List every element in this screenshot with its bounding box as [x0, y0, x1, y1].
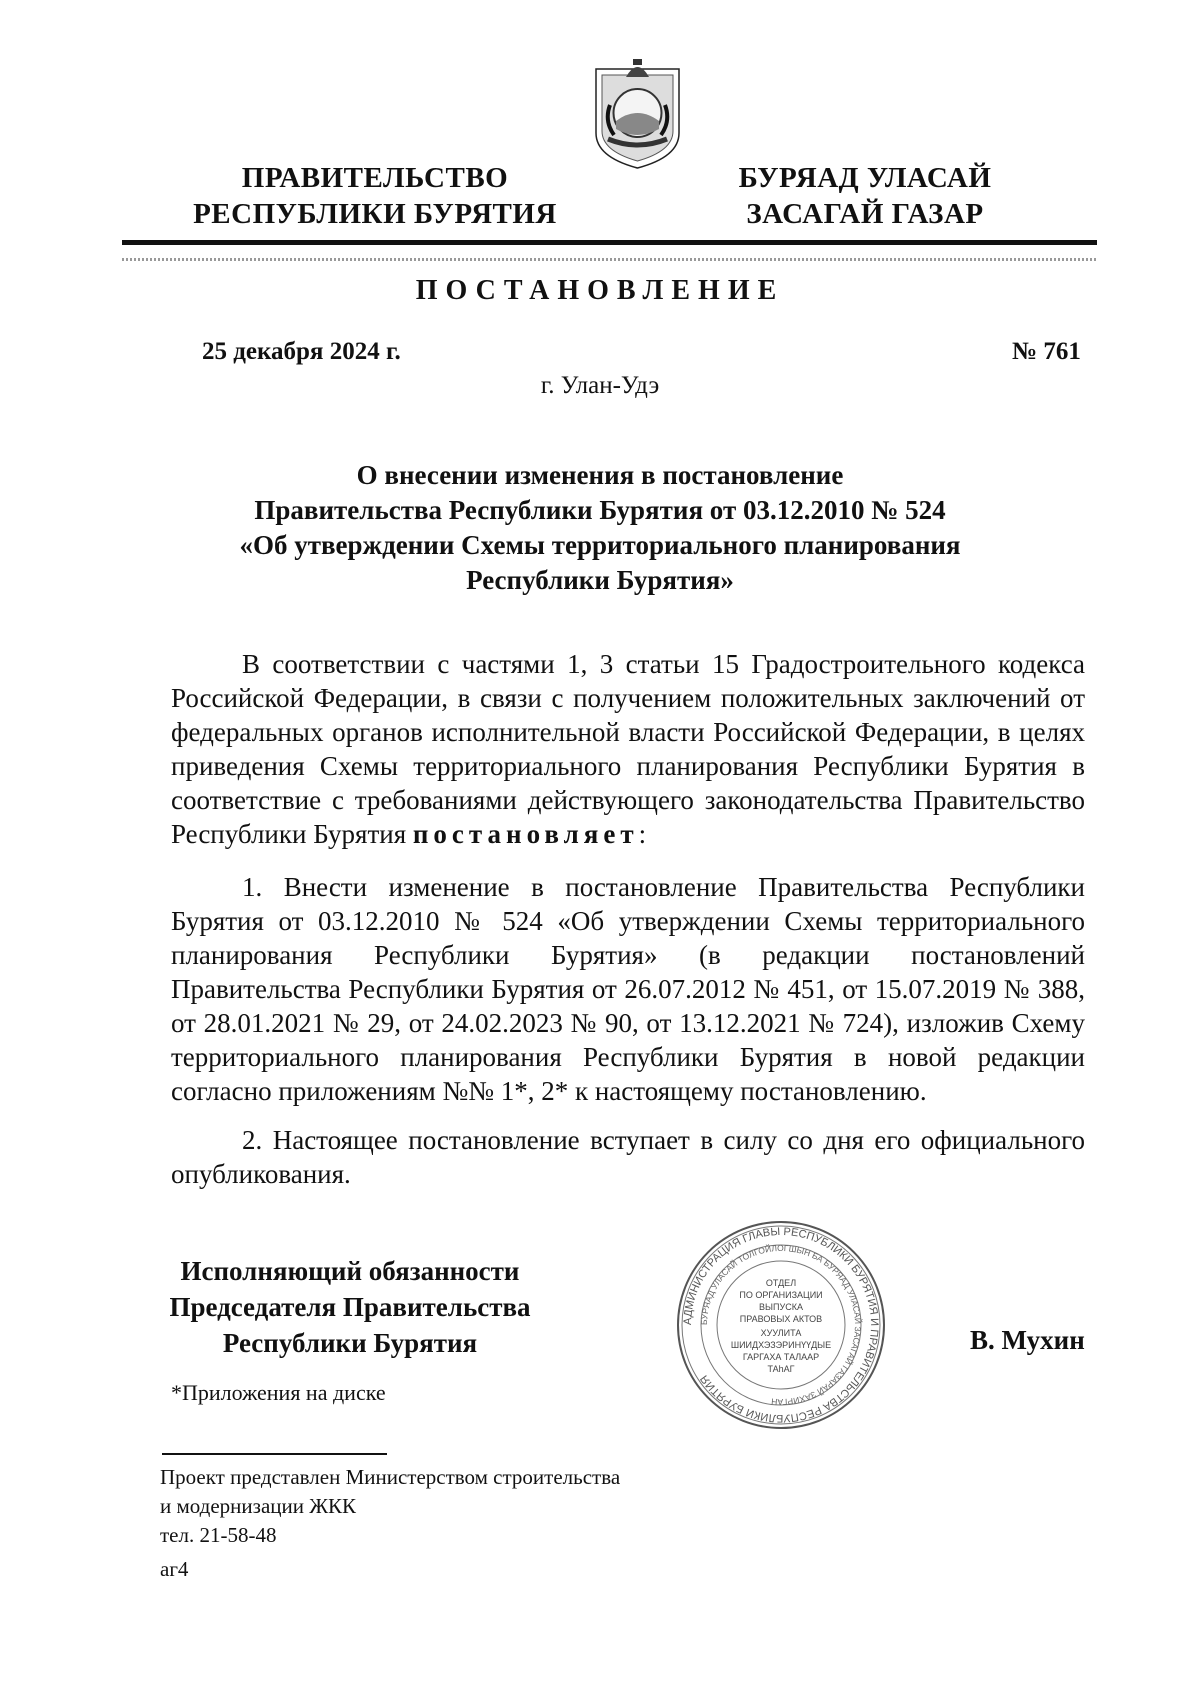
stamp-center-line: ХУУЛИТА	[760, 1328, 802, 1338]
stamp-center-line: ГАРГАХА ТАЛААР	[742, 1352, 820, 1362]
gov-name-bua-line2: ЗАСАГАЙ ГАЗАР	[746, 198, 984, 230]
official-stamp	[676, 1220, 886, 1430]
document-date: 25 декабря 2024 г.	[202, 338, 401, 365]
clause-2: 2. Настоящее постановление вступает в силу со дня его официального опубликования.	[171, 1125, 1085, 1189]
document-title	[150, 458, 1050, 598]
footer-line: и модернизации ЖКК	[160, 1494, 357, 1518]
title-line: «Об утверждении Схемы территориального планирования	[239, 530, 961, 560]
stamp-center-line: ТАһАГ	[767, 1364, 795, 1374]
stamp-center-line: ШИИДХЭЗЭРИНҮҮДЫЕ	[730, 1340, 832, 1350]
footer-phone: тел. 21-58-48	[160, 1523, 277, 1547]
stamp-center-line: ОТДЕЛ	[765, 1278, 797, 1288]
coat-of-arms-icon	[590, 55, 685, 170]
footer-divider	[162, 1453, 387, 1455]
stamp-center-line: ПО ОРГАНИЗАЦИИ	[739, 1290, 823, 1300]
svg-text:БУРЯАД УЛАСАЙ ТОЛГОЙЛОГШЫН БА	[699, 1243, 864, 1407]
stamp-outer-text: АДМИНИСТРАЦИЯ ГЛАВЫ РЕСПУБЛИКИ БУРЯТИЯ И ПРАВИТЕЛЬСТВА РЕСПУБЛИКИ БУРЯТИЯ	[681, 1225, 881, 1425]
document-type: ПОСТАНОВЛЕНИЕ	[415, 275, 785, 306]
header-divider-dotted	[122, 258, 1097, 261]
header-divider	[122, 240, 1097, 245]
preamble-text: В соответствии с частями 1, 3 статьи 15 Градостроительного кодекса Российской Федерации, в связи с получением положительных заключений от федеральных органов исполнительной власти Российской Федерации, в целях приведения Схемы территориального планирования Республики Бурятия в соответствие с требованиями действующего законодательства Правительство Республики Бурятия	[171, 649, 1085, 849]
gov-name-ru-line1: ПРАВИТЕЛЬСТВО	[241, 162, 509, 194]
title-line: О внесении изменения в постановление	[356, 460, 844, 490]
stamp-center-line: ВЫПУСКА	[759, 1302, 803, 1312]
gov-name-ru-line2: РЕСПУБЛИКИ БУРЯТИЯ	[193, 198, 557, 230]
signatory-line: Председателя Правительства	[169, 1292, 531, 1322]
footer-line: Проект представлен Министерством строительства	[160, 1465, 621, 1489]
resolves-word: постановляет	[412, 819, 639, 849]
signatory-line: Исполняющий обязанности	[180, 1256, 520, 1286]
svg-text:АДМИНИСТРАЦИЯ ГЛАВЫ РЕСПУБЛИКИ	[682, 1226, 880, 1424]
signatory-title	[150, 1253, 550, 1361]
title-line: Правительства Республики Бурятия от 03.12.2010 № 524	[254, 495, 946, 525]
signatory-name: В. Мухин	[970, 1325, 1085, 1355]
document-city: г. Улан-Удэ	[540, 372, 660, 399]
stamp-center-line: ПРАВОВЫХ АКТОВ	[739, 1314, 823, 1324]
signatory-line: Республики Бурятия	[222, 1328, 478, 1358]
title-line: Республики Бурятия»	[466, 565, 734, 595]
document-number: № 761	[1012, 338, 1081, 365]
preamble-colon: :	[638, 819, 647, 849]
clause-1: 1. Внести изменение в постановление Правительства Республики Бурятия от 03.12.2010 № 524 «Об утверждении Схемы территориального планирования Республики Бурятия» (в редакции постановлений Правительства Республики Бурятия от 26.07.2012 № 451, от 15.07.2019 № 388, от 28.01.2021 № 29, от 24.02.2023 № 90, от 13.12.2021 № 724), изложив Схему территориального планирования Республики Бурятия в новой редакции согласно приложениям №№ 1*, 2* к настоящему постановлению.	[171, 872, 1085, 1106]
footer-note	[160, 1463, 620, 1550]
preamble-paragraph	[171, 647, 1085, 851]
attachments-note: *Приложения на диске	[171, 1380, 386, 1405]
gov-name-bua-line1: БУРЯАД УЛАСАЙ	[738, 162, 992, 194]
stamp-inner-text: БУРЯАД УЛАСАЙ ТОЛГОЙЛОГШЫН БА БУРЯАД УЛАСАЙ ЗАСАГАЙ ГАЗАРАЙ ЗАХИРГАН	[698, 1242, 864, 1408]
document-code: аг4	[160, 1557, 189, 1581]
